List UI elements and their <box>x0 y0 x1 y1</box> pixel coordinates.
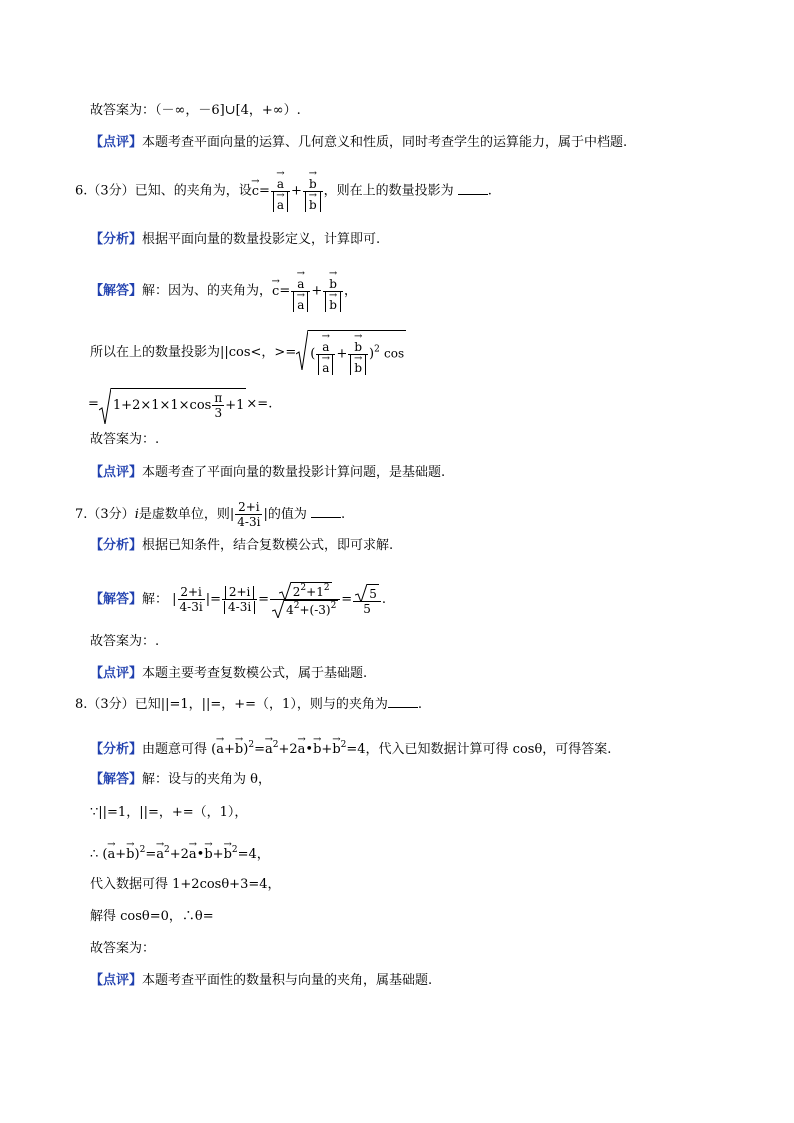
numerator: 2+i <box>178 585 205 600</box>
three: 3 <box>214 406 223 420</box>
review-text: 本题考查平面向量的运算、几何意义和性质，同时考查学生的运算能力，属于中档题. <box>142 135 628 150</box>
exponent: 2 <box>248 740 255 750</box>
fraction-a <box>316 333 335 375</box>
denominator: 4-3i <box>237 515 261 529</box>
vector-b-abs: → b <box>354 355 362 375</box>
analysis-q8: 【分析】由题意可得 (→ $a+\to b)^2=\to a^2+2\to$ a•→ $b+\to b^2=4$，代入已知数据计算可得 cosθ，可得答案. <box>90 735 611 758</box>
fraction-b <box>348 333 368 375</box>
analysis-text: 根据已知条件，结合复数模公式，即可求解. <box>142 538 394 553</box>
answer-tag: 【解答】 <box>90 283 143 299</box>
review-tag: 【点评】 <box>90 135 143 150</box>
equals-sign: = <box>88 396 99 412</box>
vector-b: → b <box>313 735 321 758</box>
answer-blank <box>388 697 418 708</box>
review-tag: 【点评】 <box>90 973 143 988</box>
period: . <box>487 183 492 199</box>
question-number: 8. <box>75 697 88 712</box>
analysis-text: 根据平面向量的数量投影定义，计算即可. <box>142 232 381 247</box>
radical-sign-icon <box>279 582 291 600</box>
vector-a: → a <box>216 735 224 758</box>
comma: ， <box>343 283 357 299</box>
therefore-line: ∴ (→ $a+\to b)^2=\to a^2+2\to$ a•→ $b+\to b^2=4$， <box>90 840 270 863</box>
answer-tag: 【解答】 <box>90 772 143 787</box>
review-q8 <box>90 973 432 989</box>
radicand: 5 <box>367 584 379 601</box>
question-8 <box>75 697 422 713</box>
radical-sign-icon <box>296 330 308 370</box>
answer-blank <box>458 184 488 195</box>
answer-tag: 【解答】 <box>90 592 143 607</box>
compute-line <box>88 388 272 420</box>
review-q7 <box>90 666 367 682</box>
period: . <box>340 507 346 522</box>
question-text: 是虚数单位，则 <box>138 507 230 522</box>
numerator: 2+i <box>235 500 262 515</box>
solution-text: 解：设与的夹角为 θ， <box>142 772 271 787</box>
vector-a-abs: → a <box>322 355 329 375</box>
review-text: 本题考查平面性的数量积与向量的夹角，属基础题. <box>142 973 433 988</box>
fraction-b <box>303 170 323 212</box>
question-text-2: ，则在上的数量投影为 <box>323 183 454 199</box>
analysis-tag: 【分析】 <box>90 232 143 247</box>
vector-a: → a <box>298 735 306 758</box>
final-answer-q8: 故答案为： <box>90 941 156 956</box>
exponent: 2 <box>340 740 347 750</box>
fraction-a <box>291 270 310 312</box>
exponent: 2 <box>231 845 238 855</box>
projection-text: 所以在上的数量投影为||cos<，>= <box>90 345 297 360</box>
equals-sign: = <box>279 283 291 299</box>
answer-q5: 故答案为：（－∞，－6]∪[4，+∞）. <box>90 103 301 118</box>
question-text: 已知、的夹角为，设 <box>134 183 252 199</box>
plus-sign: + <box>311 283 323 299</box>
plus-sign: + <box>291 183 302 199</box>
exponent: 2 <box>300 583 307 593</box>
plus-one: +1 <box>306 585 324 599</box>
radical-sign-icon <box>99 388 111 424</box>
fraction-complex <box>235 500 262 529</box>
vector-a: → a <box>322 333 329 354</box>
exponent: 2 <box>293 601 300 611</box>
sqrt-5 <box>355 584 379 601</box>
because-line: ∵||=1，||=，+=（，1）， <box>90 805 248 820</box>
analysis-tag: 【分析】 <box>90 742 143 757</box>
vector-b: → b <box>224 840 232 863</box>
sqrt-top <box>279 582 332 599</box>
cos-text: cos <box>384 346 405 361</box>
vector-a: → a <box>265 735 273 758</box>
exponent: 2 <box>272 740 279 750</box>
solution-text: 解：因为、的夹角为， <box>142 283 273 299</box>
analysis-tag: 【分析】 <box>90 538 143 553</box>
compute-end: ×=. <box>246 396 273 412</box>
final-answer-q6: 故答案为：. <box>90 432 160 447</box>
sqrt-projection: ( → a → a + → b → b )$^2$ cos <box>296 330 406 375</box>
answer-blank <box>311 507 341 518</box>
fraction-sqrt <box>270 582 340 617</box>
fraction-modulus <box>222 585 257 614</box>
substitute-line: 代入数据可得 1+2cosθ+3=4， <box>90 877 281 892</box>
vector-a: → a <box>297 270 304 291</box>
vector-b: → b <box>204 840 212 863</box>
question-6 <box>75 170 492 212</box>
denominator: 4-3i <box>179 600 203 614</box>
base: 2 <box>292 585 301 599</box>
vector-b: → b <box>235 735 243 758</box>
sqrt-bottom <box>272 600 338 617</box>
equals-sign: = <box>258 183 270 199</box>
analysis-text-2: =4，代入已知数据计算可得 cosθ，可得答案. <box>346 742 612 757</box>
vector-a-abs: → a <box>277 192 284 212</box>
vector-c: → c <box>272 277 279 300</box>
review-text: 本题考查了平面向量的数量投影计算问题，是基础题. <box>142 465 446 480</box>
question-7: 7.（3分）i是虚数单位，则| $\frac{2+i}{4-3i}$ |的值为 . <box>75 500 346 529</box>
vector-b-abs: → b <box>309 192 317 212</box>
vector-a: → a <box>156 840 164 863</box>
vector-b: → b <box>309 170 317 191</box>
question-number: 6. <box>75 183 88 199</box>
vector-b: → b <box>329 270 337 291</box>
vector-a: → a <box>277 170 284 191</box>
analysis-q7 <box>90 538 393 554</box>
exponent: 2 <box>323 583 330 593</box>
imaginary-unit: i <box>134 507 139 522</box>
final-answer-q7: 故答案为：. <box>90 634 160 649</box>
plus-neg3: +(-3) <box>299 603 331 617</box>
question-score: （3分） <box>87 507 135 522</box>
pi: π <box>214 391 223 405</box>
question-number: 7. <box>75 507 88 522</box>
vector-a: → a <box>189 840 197 863</box>
exponent: 2 <box>330 601 337 611</box>
fraction-result <box>353 584 381 616</box>
sqrt-inside: 1+2×1×1×cos <box>112 398 212 413</box>
fraction-complex <box>178 585 205 614</box>
question-score: （3分） <box>87 697 135 712</box>
abs-top: 2+i <box>225 586 255 599</box>
solution-text: 解： <box>142 592 169 607</box>
review-q5 <box>90 135 627 151</box>
solution-q7: 【解答】解： | $\frac{2+i}{4-3i}$ |= $\frac{2+i}{4-3i}$ = $\frac{2^2+1^2}{4^2+(-3)^2}$ = $\frac{5}{5}$ . <box>90 583 386 617</box>
solution-q6 <box>90 270 357 312</box>
equals-four: =4， <box>237 847 270 862</box>
period: . <box>417 697 422 712</box>
review-q6 <box>90 465 445 481</box>
therefore-symbol: ∴ <box>90 847 99 862</box>
question-text: 已知||=1，||=，+=（，1），则与的夹角为 <box>134 697 388 712</box>
fraction-a <box>271 170 290 212</box>
radical-sign-icon <box>272 600 284 618</box>
exponent: 2 <box>139 845 146 855</box>
solve-line: 解得 cosθ=0，∴θ= <box>90 909 214 924</box>
projection-line <box>90 330 406 375</box>
vector-c: → c <box>252 177 259 200</box>
fraction-b <box>323 270 343 312</box>
vector-a-abs: → a <box>297 292 304 312</box>
review-tag: 【点评】 <box>90 465 143 480</box>
question-score: （3分） <box>87 183 135 199</box>
sqrt-compute <box>99 388 247 420</box>
plus-one: +1 <box>225 398 245 413</box>
radical-sign-icon <box>355 584 367 602</box>
analysis-q6 <box>90 232 380 248</box>
review-tag: 【点评】 <box>90 666 143 681</box>
base: 4 <box>286 603 294 617</box>
question-text-2: 的值为 <box>267 507 307 522</box>
exponent: 2 <box>374 344 380 355</box>
denominator: 5 <box>363 601 371 616</box>
vector-b: → b <box>354 333 362 354</box>
exponent: 2 <box>163 845 170 855</box>
vector-b: → b <box>126 840 134 863</box>
review-text: 本题主要考查复数模公式，属于基础题. <box>142 666 368 681</box>
vector-b-abs: → b <box>329 292 337 312</box>
solution-q8 <box>90 772 271 788</box>
plus-sign: + <box>336 346 348 362</box>
fraction-pi-3 <box>212 391 224 420</box>
vector-a: → a <box>108 840 116 863</box>
vector-b: → b <box>332 735 340 758</box>
abs-bot: 4-3i <box>224 601 255 614</box>
analysis-text: 由题意可得 <box>142 742 208 757</box>
